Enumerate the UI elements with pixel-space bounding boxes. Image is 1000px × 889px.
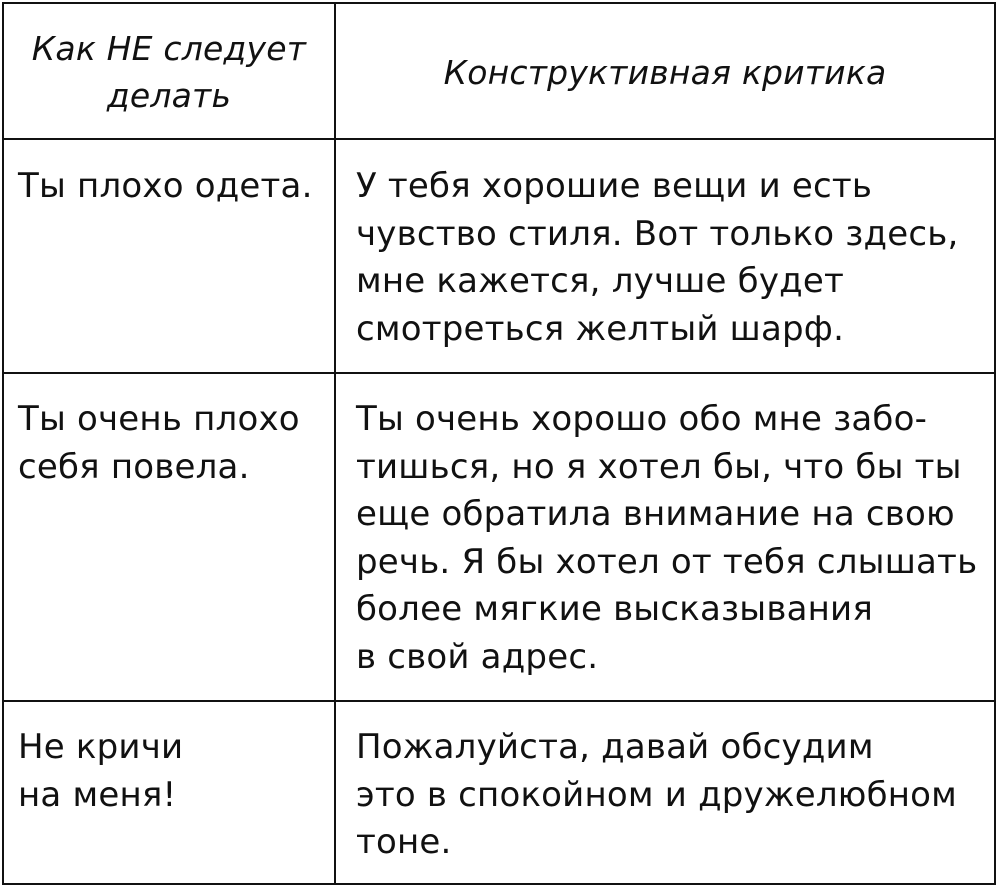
row-divider-header: [4, 138, 994, 140]
header-constructive-criticism: Конструктивная критика: [443, 52, 887, 92]
row-3-constructive: Пожалуйста, давай обсудим это в спокойном и дружелюбном тоне.: [356, 727, 958, 862]
row-2-constructive: Ты очень хорошо обо мне забо- тишься, но я хотел бы, что бы ты еще обратила внимание на свою речь. Я бы хотел от тебя слышать более мягкие высказывания в свой адрес.: [356, 399, 978, 677]
row-divider-1: [4, 372, 994, 374]
column-divider: [334, 4, 336, 883]
row-2-wrong: Ты очень плохо себя повела.: [18, 399, 300, 487]
row-3-wrong: Не кричи на меня!: [18, 727, 184, 815]
row-1-constructive: У тебя хорошие вещи и есть чувство стиля. Вот только здесь, мне кажется, лучше будет смотреться желтый шарф.: [356, 166, 959, 349]
row-1-wrong: Ты плохо одета.: [18, 166, 313, 206]
row-divider-2: [4, 700, 994, 702]
header-wrong-way: Как НЕ следует делать: [31, 29, 307, 115]
